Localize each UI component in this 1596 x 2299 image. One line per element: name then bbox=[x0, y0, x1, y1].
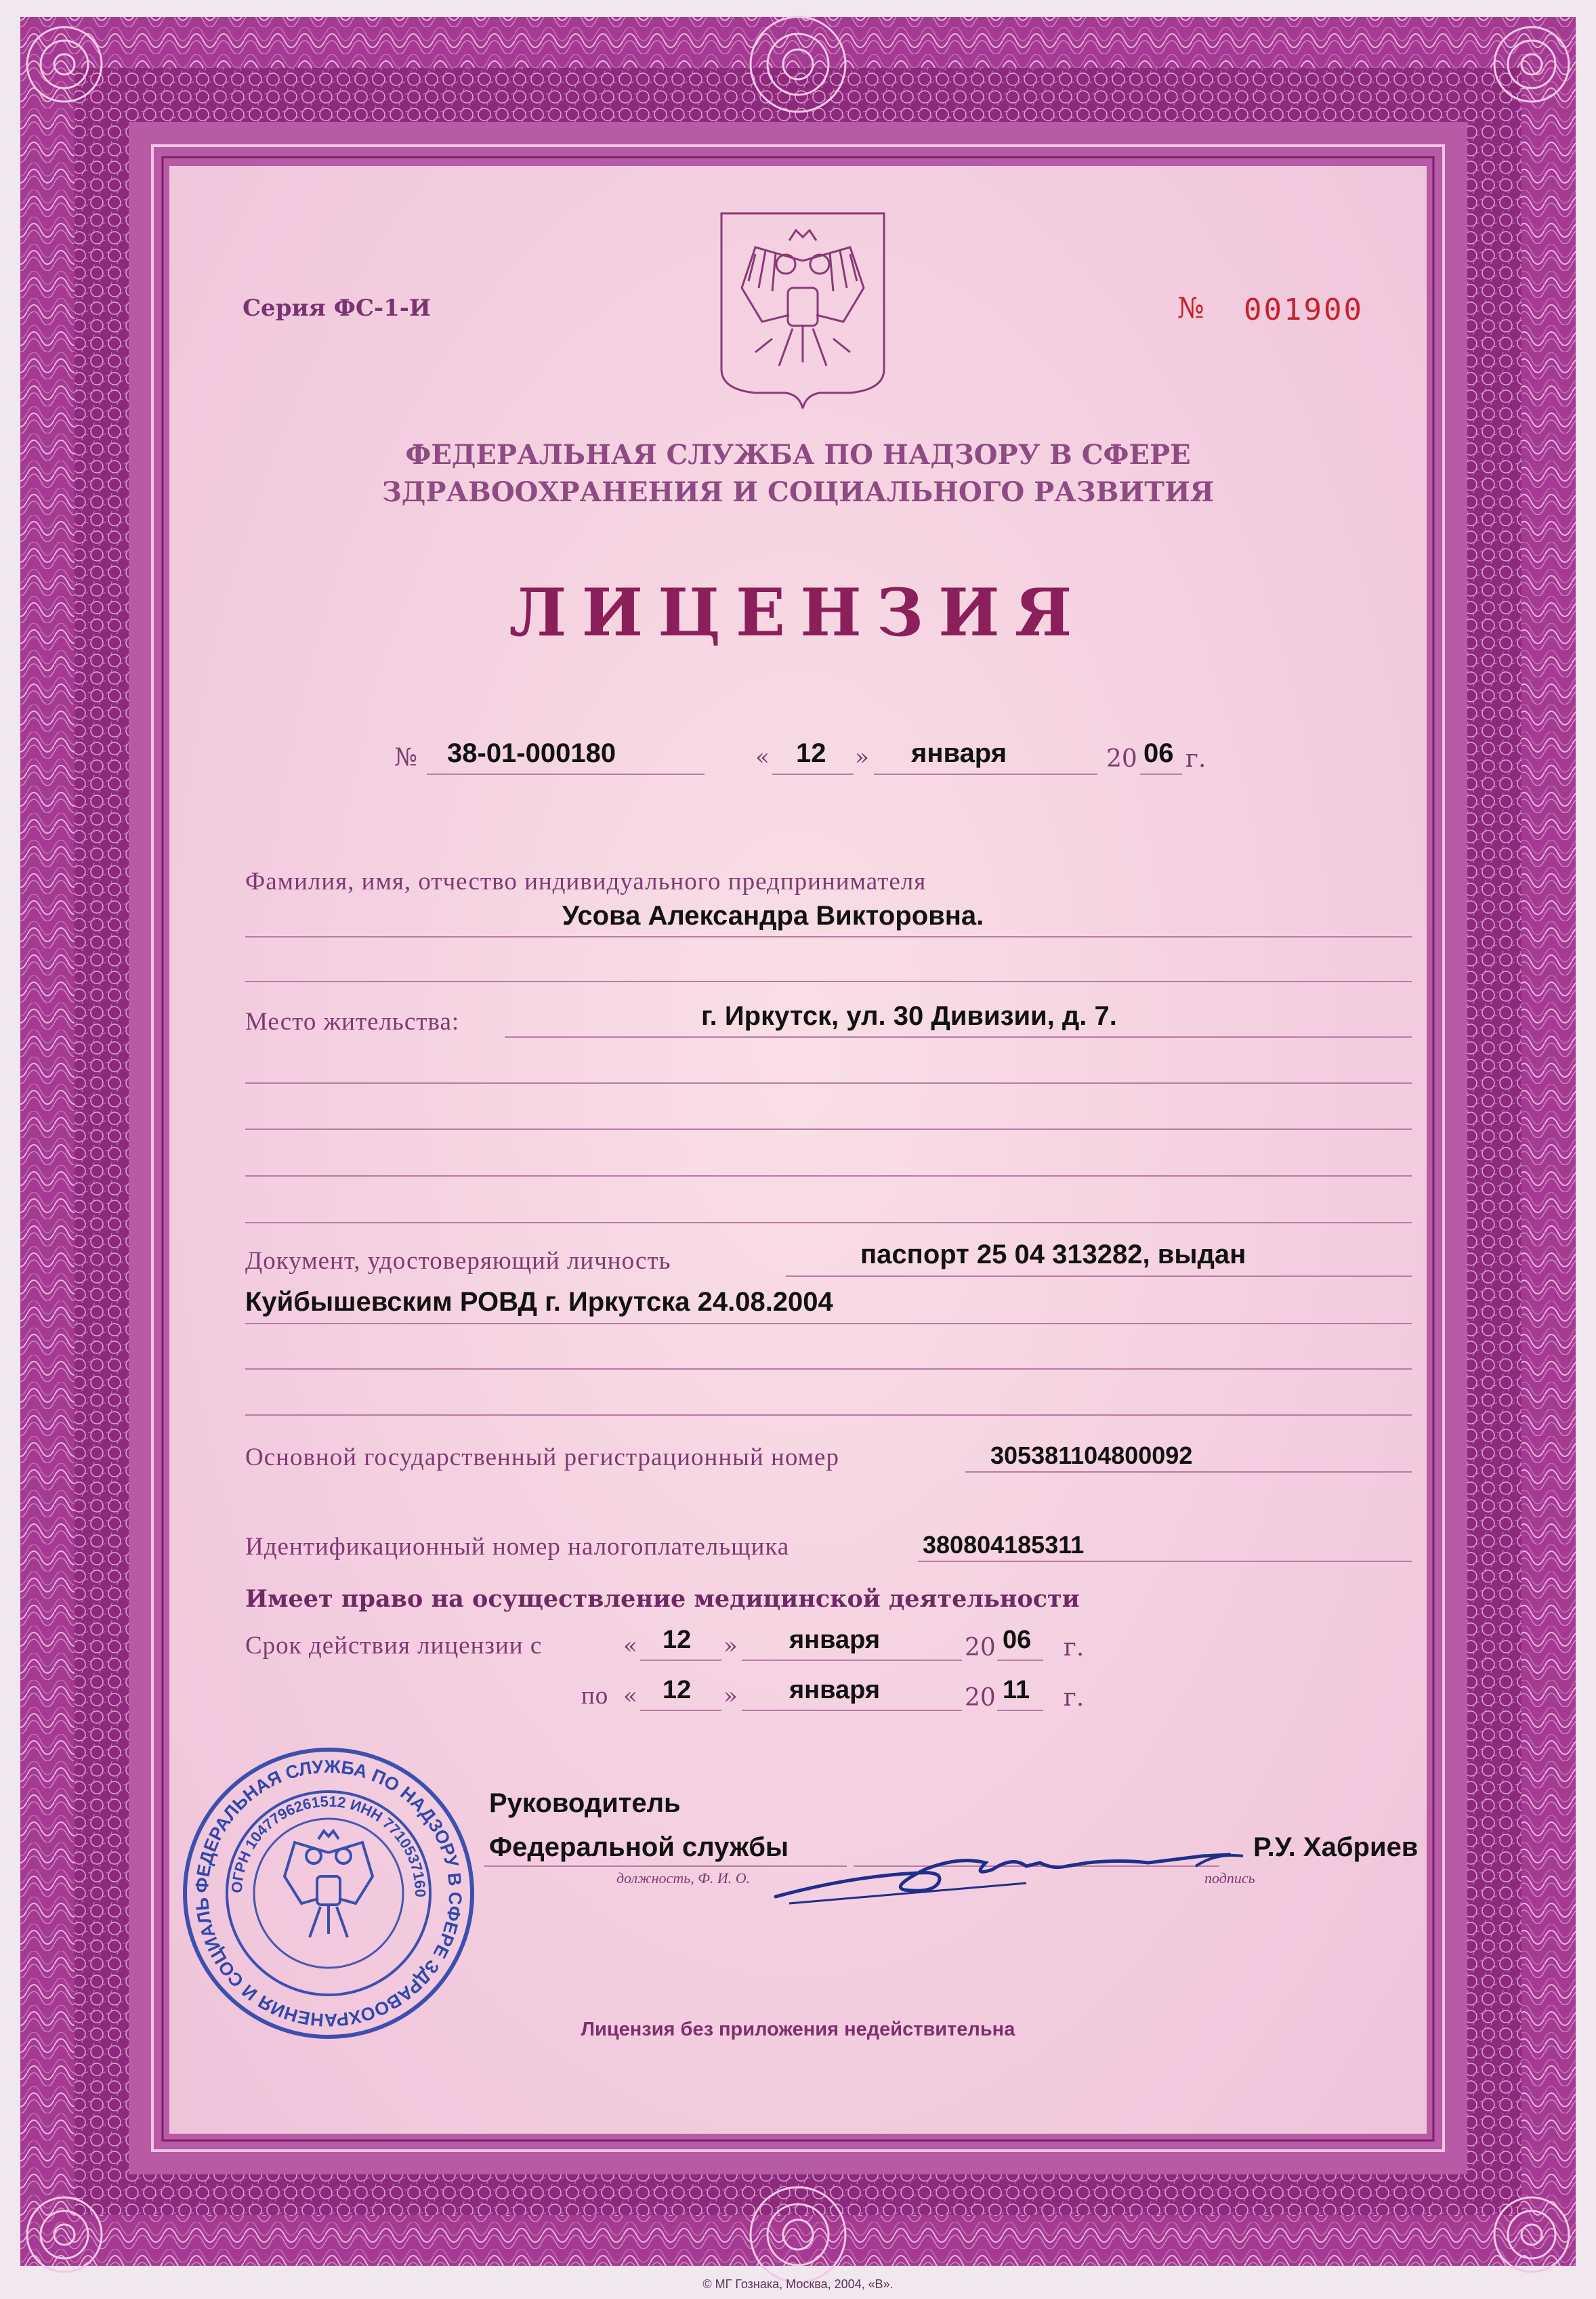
official-stamp bbox=[180, 1744, 478, 2042]
inn-value: 380804185311 bbox=[923, 1531, 1085, 1559]
validity-from-close-quote: » bbox=[723, 1632, 738, 1660]
residence-label: Место жительства: bbox=[245, 1008, 460, 1036]
license-year-unit: г. bbox=[1185, 745, 1206, 773]
signatory-name: Р.У. Хабриев bbox=[1253, 1832, 1419, 1862]
validity-from-label: Срок действия лицензии с bbox=[245, 1632, 543, 1660]
stamp-inner-text: ОГРН 1047796261512 ИНН 7710537160 bbox=[228, 1792, 429, 1897]
license-year-prefix: 20 bbox=[1106, 745, 1137, 773]
series-label: Серия ФС-1-И bbox=[243, 295, 431, 322]
signature-caption: подпись bbox=[1204, 1870, 1255, 1886]
form-number: 001900 bbox=[1244, 293, 1364, 327]
ogrn-value: 305381104800092 bbox=[990, 1441, 1193, 1469]
ogrn-label: Основной государственный регистрационный номер bbox=[245, 1443, 839, 1471]
license-open-quote: « bbox=[755, 744, 770, 771]
signatory-position-line-1: Руководитель bbox=[489, 1788, 681, 1818]
printer-imprint: © МГ Гознака, Москва, 2004, «В». bbox=[702, 2277, 894, 2291]
identity-doc-line-2: Куйбышевским РОВД г. Иркутска 24.08.2004 bbox=[245, 1287, 833, 1317]
validity-from-open-quote: « bbox=[623, 1632, 637, 1660]
holder-label: Фамилия, имя, отчество индивидуального предпринимателя bbox=[245, 868, 927, 895]
validity-to-year-prefix: 20 bbox=[965, 1684, 996, 1712]
activity-text: Имеет право на осуществление медицинской деятельности bbox=[245, 1585, 1080, 1613]
validity-to-label: по bbox=[581, 1682, 609, 1710]
license-number: 38-01-000180 bbox=[447, 738, 616, 768]
license-number-sign: № bbox=[394, 744, 418, 772]
license-month: января bbox=[911, 738, 1007, 768]
validity-to-day: 12 bbox=[663, 1676, 692, 1704]
validity-from-year-suffix: 06 bbox=[1003, 1626, 1032, 1654]
validity-from-year-unit: г. bbox=[1064, 1634, 1085, 1662]
validity-to-close-quote: » bbox=[723, 1683, 738, 1710]
inn-label: Идентификационный номер налогоплательщика bbox=[245, 1533, 790, 1561]
signatory-position-line-2: Федеральной службы bbox=[489, 1832, 789, 1862]
validity-to-month: января bbox=[789, 1676, 881, 1704]
validity-to-year-suffix: 11 bbox=[1003, 1676, 1030, 1704]
validity-to-year-unit: г. bbox=[1064, 1684, 1085, 1712]
position-caption: должность, Ф. И. О. bbox=[616, 1870, 751, 1886]
coat-of-arms-icon bbox=[715, 207, 891, 410]
document-title: ЛИЦЕНЗИЯ bbox=[509, 574, 1087, 651]
svg-text:ОГРН 1047796261512 ИНН 7710537 bbox=[228, 1793, 429, 1897]
license-year-suffix: 06 bbox=[1143, 738, 1174, 768]
identity-doc-line-1: паспорт 25 04 313282, выдан bbox=[860, 1240, 1246, 1269]
holder-name: Усова Александра Викторовна. bbox=[562, 901, 984, 931]
signature-mark bbox=[769, 1829, 1257, 1917]
validity-to-open-quote: « bbox=[623, 1683, 637, 1710]
identity-doc-label: Документ, удостоверяющий личность bbox=[245, 1247, 671, 1275]
validity-from-day: 12 bbox=[663, 1626, 692, 1654]
authority-line-1: ФЕДЕРАЛЬНАЯ СЛУЖБА ПО НАДЗОРУ В СФЕРЕ bbox=[405, 439, 1191, 471]
license-day: 12 bbox=[796, 738, 826, 768]
authority-line-2: ЗДРАВООХРАНЕНИЯ И СОЦИАЛЬНОГО РАЗВИТИЯ bbox=[381, 476, 1215, 508]
stamp-outer-text: ФЕДЕРАЛЬНАЯ СЛУЖБА ПО НАДЗОРУ В СФЕРЕ ЗДРАВООХРАНЕНИЯ И СОЦИАЛЬ bbox=[191, 1756, 466, 2031]
residence-address: г. Иркутск, ул. 30 Дивизии, д. 7. bbox=[701, 1001, 1117, 1031]
validity-from-month: января bbox=[789, 1626, 881, 1654]
validity-from-year-prefix: 20 bbox=[965, 1634, 996, 1662]
validity-notice: Лицензия без приложения недействительна bbox=[581, 2019, 1015, 2040]
form-number-sign: № bbox=[1177, 291, 1204, 324]
license-close-quote: » bbox=[855, 744, 869, 771]
